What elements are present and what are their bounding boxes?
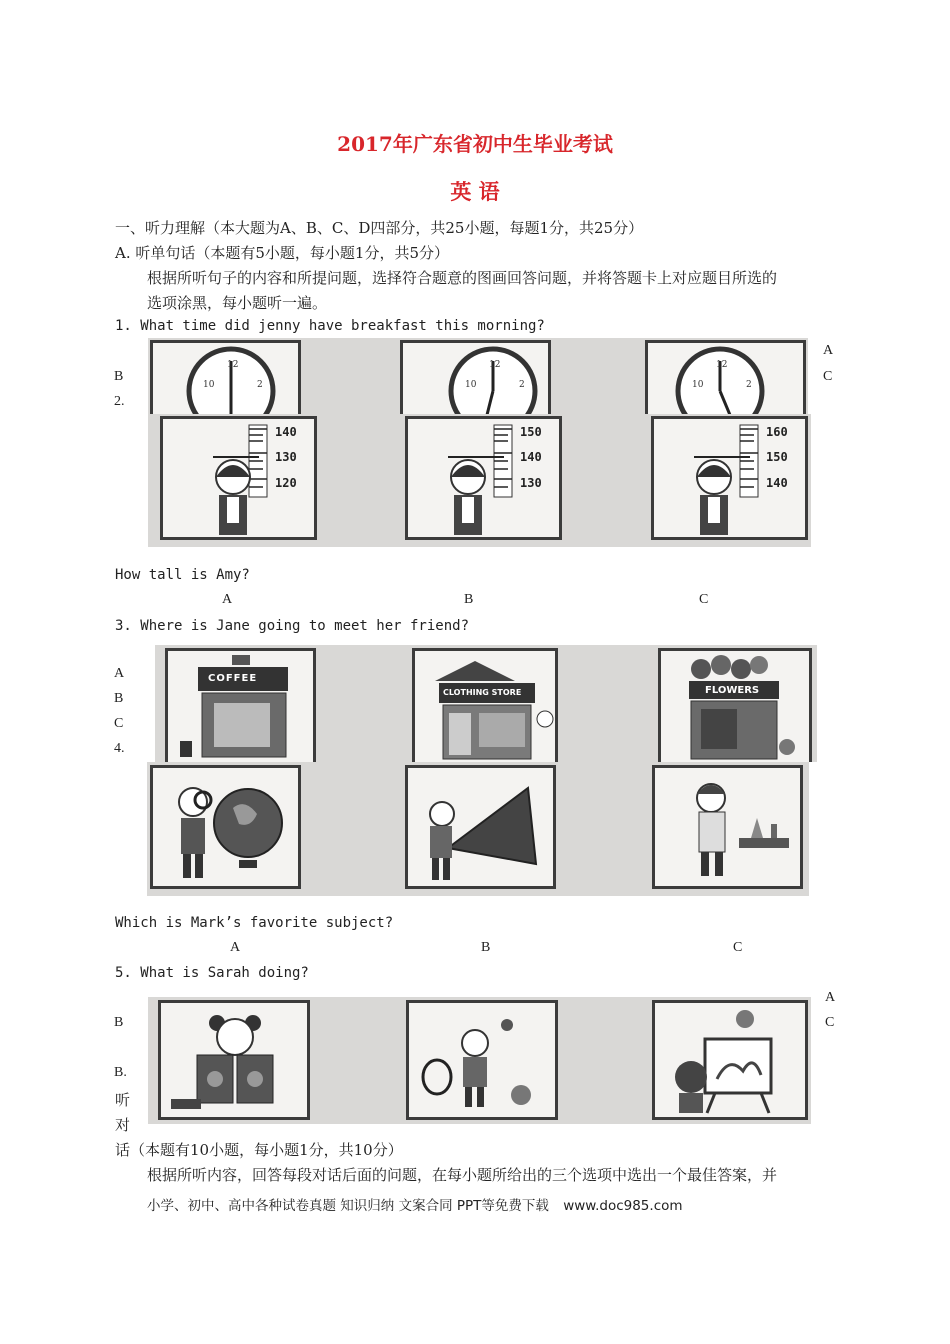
q4-option-c: C [733,940,743,955]
q2-panel-c [651,416,808,540]
q1-image-strip [148,338,808,414]
clothing-store-icon [415,651,555,762]
q2b-scale-3: 130 [520,476,542,490]
svg-text:2: 2 [746,380,752,390]
q2c-scale-2: 150 [766,450,788,464]
footer-text: 小学、初中、高中各种试卷真题 知识归纳 文案合同 PPT等免费下载 [147,1198,549,1214]
q5-option-c: C [825,1015,835,1030]
part-b-char-1: 听 [115,1091,131,1109]
q5-option-a: A [825,990,836,1005]
q2c-scale-3: 140 [766,476,788,490]
question-3-text: 3. Where is Jane going to meet her friend? [115,618,470,634]
q5-panel-b [406,1000,558,1120]
svg-text:12: 12 [227,360,239,370]
boy-science-icon [655,768,800,886]
q3-panel-c [658,648,812,762]
svg-text:12: 12 [489,360,501,370]
q2a-scale-3: 120 [275,476,297,490]
part-b-label: B. [114,1065,127,1080]
q5-image-strip [148,997,811,1124]
q4-panel-b [405,765,556,889]
svg-text:10: 10 [203,380,215,390]
boy-globe-icon [153,768,298,886]
question-5-text: 5. What is Sarah doing? [115,965,309,981]
q2-image-strip [148,414,811,547]
clock-icon [648,343,803,414]
q3-option-b: B [114,691,124,706]
q3-panel-b [412,648,558,762]
clothing-store-sign: CLOTHING STORE [443,688,522,697]
part-b-char-2: 对 [115,1116,131,1134]
q4-image-strip [147,762,809,896]
footer [147,1194,683,1214]
q4-option-b: B [481,940,491,955]
q2a-scale-1: 140 [275,425,297,439]
svg-text:2: 2 [519,380,525,390]
page-title: 2017年广东省初中生毕业考试 [337,132,613,156]
subject-title: 英 语 [450,179,500,204]
coffee-sign: COFFEE [208,673,258,684]
question-2-number: 2. [114,394,125,409]
q1-panel-a [150,340,301,414]
flowers-sign: FLOWERS [705,685,760,696]
q2-option-a: A [222,592,233,607]
q2c-scale-1: 160 [766,425,788,439]
q3-image-strip [155,645,817,762]
girl-tennis-icon [409,1003,555,1117]
boy-triangle-icon [408,768,553,886]
q1-panel-b [400,340,551,414]
q1-option-a: A [823,343,834,358]
coffee-shop-icon [168,651,313,762]
q3-panel-a [165,648,316,762]
q4-panel-c [652,765,803,889]
svg-text:10: 10 [692,380,704,390]
q2a-scale-2: 130 [275,450,297,464]
q1-option-c: C [823,369,833,384]
footer-link[interactable]: www.doc985.com [563,1198,683,1214]
part-b-heading: 话（本题有10小题，每小题1分，共10分） [115,1141,403,1159]
part-a-instruction-1: 根据所听句子的内容和所提问题，选择符合题意的图画回答问题，并将答题卡上对应题目所选的 [147,269,778,287]
girl-reading-icon [161,1003,307,1117]
question-1-text: 1. What time did jenny have breakfast this morning? [115,318,545,334]
clock-icon [153,343,298,414]
section-heading: 一、听力理解（本大题为A、B、C、D四部分，共25小题，每题1分，共25分） [115,219,644,237]
q5-option-b: B [114,1015,124,1030]
q4-option-a: A [230,940,241,955]
q2b-scale-2: 140 [520,450,542,464]
q3-option-a: A [114,666,125,681]
q4-panel-a [150,765,301,889]
part-b-instruction: 根据所听内容，回答每段对话后面的问题，在每小题所给出的三个选项中选出一个最佳答案，并 [147,1166,778,1184]
question-4-number: 4. [114,741,125,756]
q2-option-b: B [464,592,474,607]
part-a-instruction-2: 选项涂黑，每小题听一遍。 [147,294,328,312]
q2-panel-b [405,416,562,540]
girl-painting-icon [655,1003,805,1117]
q3-option-c: C [114,716,124,731]
q5-panel-c [652,1000,808,1120]
q2b-scale-1: 150 [520,425,542,439]
part-a-heading: A. 听单句话（本题有5小题，每小题1分，共5分） [115,244,450,262]
q1-option-b: B [114,369,124,384]
clock-icon [403,343,548,414]
svg-text:10: 10 [465,380,477,390]
q2-option-c: C [699,592,709,607]
svg-text:2: 2 [257,380,263,390]
question-4-text: Which is Mark’s favorite subject? [115,915,394,931]
q2-panel-a [160,416,317,540]
q5-panel-a [158,1000,310,1120]
question-2-text: How tall is Amy? [115,567,250,583]
svg-text:12: 12 [716,360,728,370]
q1-panel-c [645,340,806,414]
flower-shop-icon [661,651,809,762]
